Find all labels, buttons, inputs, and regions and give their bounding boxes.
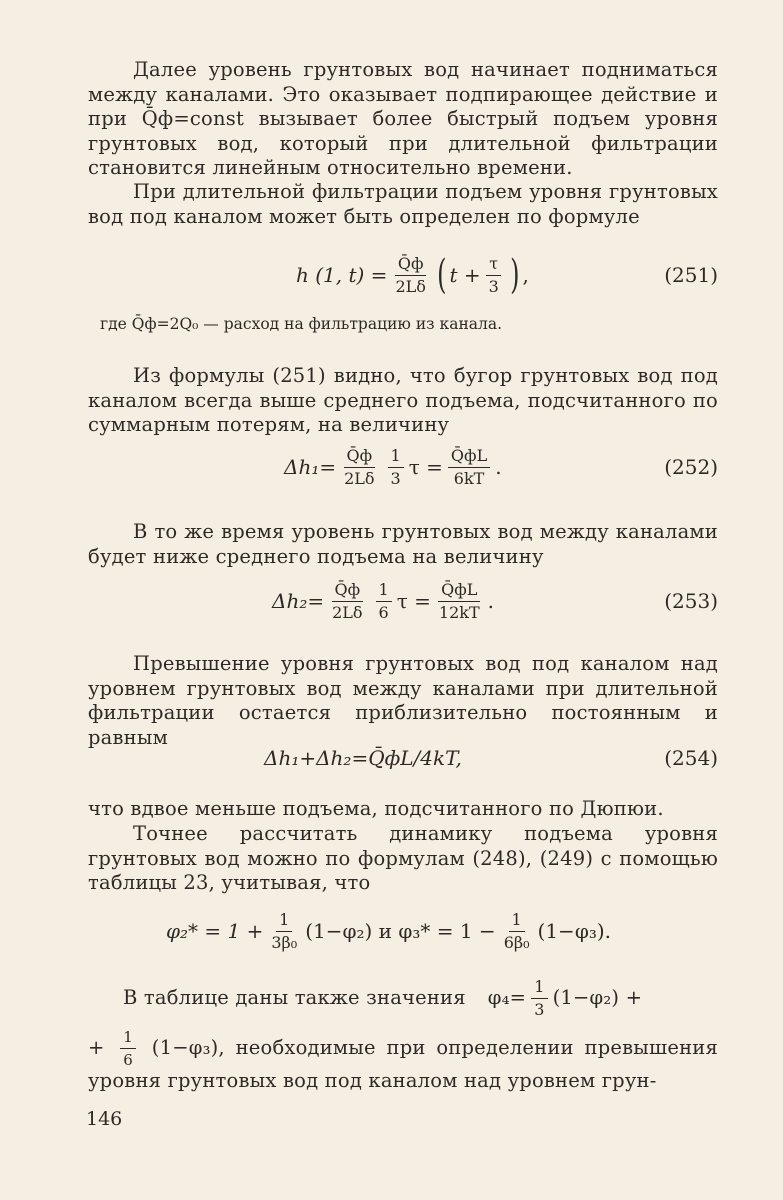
eq252-tail: . <box>495 455 502 479</box>
paragraph-8 <box>88 978 718 1019</box>
eq253-fraction-2 <box>376 581 392 622</box>
eq252-f2-num: 1 <box>388 447 404 468</box>
eq251-tail: , <box>522 263 529 287</box>
eq251-paren-inner: t + <box>449 263 481 287</box>
paragraph-3: Из формулы (251) видно, что бугор грунтовых вод под каналом всегда выше среднего подъема, подсчитанного по суммарным потерям, на величину <box>88 364 718 436</box>
equation-253 <box>88 574 718 628</box>
eq251-fraction-1 <box>392 255 428 296</box>
eq253-f3-num: Q̄фL <box>438 581 480 602</box>
eq-phi-lhs: φ₂* = 1 + <box>166 919 264 943</box>
equation-254 <box>88 734 718 782</box>
eq252-fraction-1 <box>341 447 377 488</box>
para9-f-den: 6 <box>123 1051 134 1069</box>
eq253-fraction-1 <box>329 581 365 622</box>
paragraph-7: Точнее рассчитать динамику подъема уровня грунтовых вод можно по формулам (248), (249) с помощью таблицы 23, учитывая, что <box>88 822 718 894</box>
paragraph-4: В то же время уровень грунтовых вод между каналами будет ниже среднего подъема на величину <box>88 520 718 568</box>
eq-phi-f1-den: 3β₀ <box>271 932 298 952</box>
eq-phi-f2-num: 1 <box>509 911 525 932</box>
paragraph-6: что вдвое меньше подъема, подсчитанного по Дюпюи. <box>88 797 664 820</box>
eq251-f1-num: Q̄ф <box>395 255 427 276</box>
eq-phi-fraction-1 <box>268 911 300 952</box>
eq253-f1-den: 2Lδ <box>332 602 363 622</box>
eq251-f1-den: 2Lδ <box>395 276 426 296</box>
eq253-lhs: Δh₂= <box>272 589 325 613</box>
eq252-fraction-2 <box>388 447 404 488</box>
where-note: где Q̄ф=2Q₀ — расход на фильтрацию из канала. <box>100 315 503 333</box>
para9-text: (1−φ₃), необходимые при определении превышения уровня грунтовых вод под каналом над уровнем грун- <box>88 1036 718 1092</box>
eq251-lhs: h (1, t) = <box>296 263 388 287</box>
eq252-f1-num: Q̄ф <box>344 447 376 468</box>
para9-fraction <box>120 1028 136 1069</box>
eq-phi-tail: (1−φ₃). <box>537 919 611 943</box>
eq253-f2-den: 6 <box>378 602 389 622</box>
eq253-f3-den: 12kT <box>438 602 480 622</box>
eq253-number: (253) <box>664 589 718 613</box>
eq-phi-mid: (1−φ₂) и φ₃* = 1 − <box>305 919 496 943</box>
paragraph-2: При длительной фильтрации подъем уровня грунтовых вод под каналом может быть определен по формуле <box>88 180 718 228</box>
eq-phi-f2-den: 6β₀ <box>503 932 530 952</box>
eq251-f2-den: 3 <box>488 276 499 296</box>
eq252-f3-num: Q̄фL <box>448 447 490 468</box>
eq253-fraction-3 <box>436 581 483 622</box>
para9-f-num: 1 <box>120 1028 136 1049</box>
eq-phi-f1-num: 1 <box>276 911 292 932</box>
paragraph-5: Превышение уровня грунтовых вод под каналом над уровнем грунтовых вод между каналами при длительной фильтрации остается приблизительно постоянным и равным <box>88 652 718 749</box>
equation-phi <box>88 904 718 958</box>
eq252-f1-den: 2Lδ <box>344 468 375 488</box>
eq252-f3-den: 6kT <box>453 468 485 488</box>
eq254-number: (254) <box>664 746 718 770</box>
eq251-f2-num: τ <box>486 255 501 276</box>
equation-252 <box>88 440 718 494</box>
eq253-mid: τ = <box>396 589 431 613</box>
para8-tail: (1−φ₂) + <box>552 986 643 1010</box>
equation-251: h (1, t) = $\frac{Q̄ф}{2L\delta}$ ( t + $\frac{\tau}{3}$ ) , (251) <box>88 248 718 302</box>
eq252-fraction-3 <box>448 447 490 488</box>
eq252-number: (252) <box>664 455 718 479</box>
eq253-tail: . <box>487 589 495 613</box>
para8-fraction <box>531 978 547 1019</box>
page-number: 146 <box>86 1108 123 1130</box>
eq253-f1-num: Q̄ф <box>332 581 364 602</box>
para8-f1-den: 3 <box>534 1000 545 1019</box>
eq252-mid: τ = <box>408 455 443 479</box>
eq251-fraction-2 <box>486 255 502 296</box>
para8-lead: В таблице даны также значения <box>123 986 466 1010</box>
eq252-f2-den: 3 <box>390 468 401 488</box>
eq251-number: (251) <box>664 263 718 287</box>
paragraph-9 <box>88 1028 718 1094</box>
paragraph-1: Далее уровень грунтовых вод начинает подниматься между каналами. Это оказывает подпирающее действие и при Q̄ф=const вызывает более быстрый подъем уровня грунтовых вод, который при длительной фильтрации становится линейным относительно времени. <box>88 58 718 179</box>
eq252-lhs: Δh₁= <box>284 455 337 479</box>
eq254-text: Δh₁+Δh₂=Q̄фL/4kT, <box>264 746 462 770</box>
para8-phi4: φ₄= <box>487 986 527 1010</box>
eq253-f2-num: 1 <box>376 581 392 602</box>
para9-plus: + <box>88 1036 105 1059</box>
para8-f1-num: 1 <box>531 978 547 999</box>
eq-phi-fraction-2 <box>501 911 533 952</box>
